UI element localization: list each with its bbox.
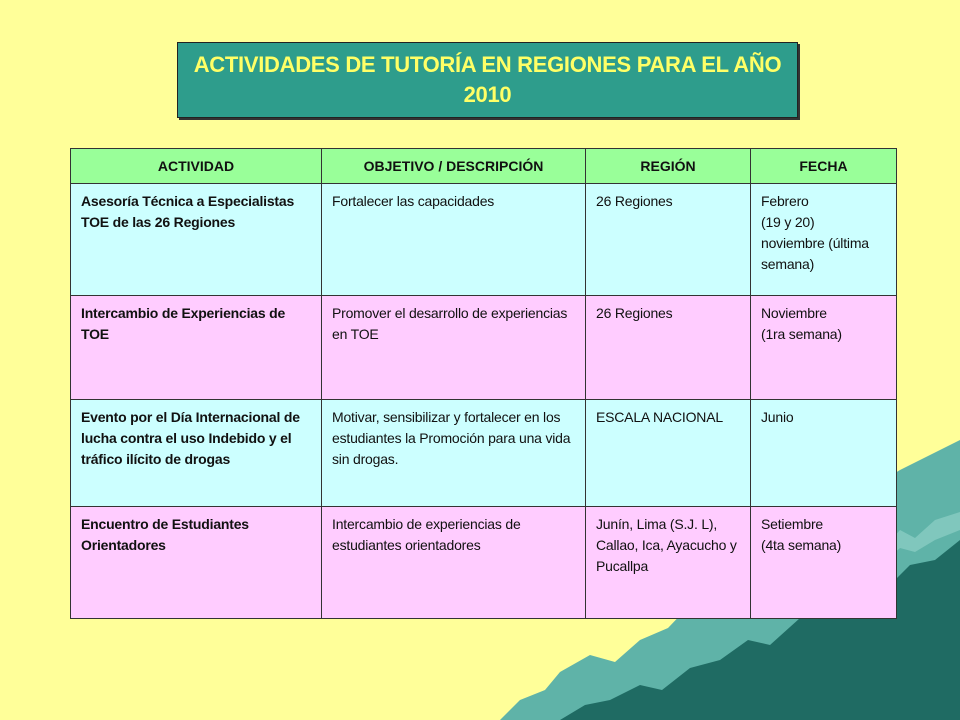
- fecha-line: noviembre (última semana): [761, 235, 869, 272]
- cell-region: 26 Regiones: [586, 296, 751, 400]
- column-header-region: REGIÓN: [586, 149, 751, 184]
- cell-actividad: Encuentro de Estudiantes Orientadores: [71, 507, 322, 619]
- fecha-line: (1ra semana): [761, 326, 842, 342]
- cell-fecha: [751, 507, 897, 619]
- fecha-line: (19 y 20): [761, 214, 815, 230]
- title-line-1: ACTIVIDADES DE TUTORÍA EN REGIONES PARA EL AÑO: [193, 52, 782, 77]
- cell-region: 26 Regiones: [586, 184, 751, 296]
- column-header-fecha: FECHA: [751, 149, 897, 184]
- cell-region: Junín, Lima (S.J. L), Callao, Ica, Ayacucho y Pucallpa: [586, 507, 751, 619]
- table-header-row: [71, 149, 897, 184]
- cell-fecha: [751, 400, 897, 507]
- table-row: [71, 507, 897, 619]
- fecha-line: Febrero: [761, 193, 809, 209]
- title-line-2: 2010: [463, 82, 512, 107]
- cell-region: ESCALA NACIONAL: [586, 400, 751, 507]
- cell-objetivo: Motivar, sensibilizar y fortalecer en los estudiantes la Promoción para una vida sin drogas.: [322, 400, 586, 507]
- column-header-objetivo: OBJETIVO / DESCRIPCIÓN: [322, 149, 586, 184]
- table-row: [71, 400, 897, 507]
- page-title: [177, 42, 798, 118]
- cell-actividad: Evento por el Día Internacional de lucha contra el uso Indebido y el tráfico ilícito de drogas: [71, 400, 322, 507]
- cell-fecha: [751, 296, 897, 400]
- activities-table: [70, 148, 897, 619]
- cell-objetivo: Intercambio de experiencias de estudiantes orientadores: [322, 507, 586, 619]
- cell-fecha: [751, 184, 897, 296]
- table-row: [71, 296, 897, 400]
- fecha-line: (4ta semana): [761, 537, 842, 553]
- cell-objetivo: Fortalecer las capacidades: [322, 184, 586, 296]
- fecha-line: Setiembre: [761, 516, 824, 532]
- fecha-line: Junio: [761, 409, 794, 425]
- table-row: [71, 184, 897, 296]
- cell-actividad: Asesoría Técnica a Especialistas TOE de las 26 Regiones: [71, 184, 322, 296]
- column-header-actividad: ACTIVIDAD: [71, 149, 322, 184]
- cell-objetivo: Promover el desarrollo de experiencias en TOE: [322, 296, 586, 400]
- cell-actividad: Intercambio de Experiencias de TOE: [71, 296, 322, 400]
- fecha-line: Noviembre: [761, 305, 827, 321]
